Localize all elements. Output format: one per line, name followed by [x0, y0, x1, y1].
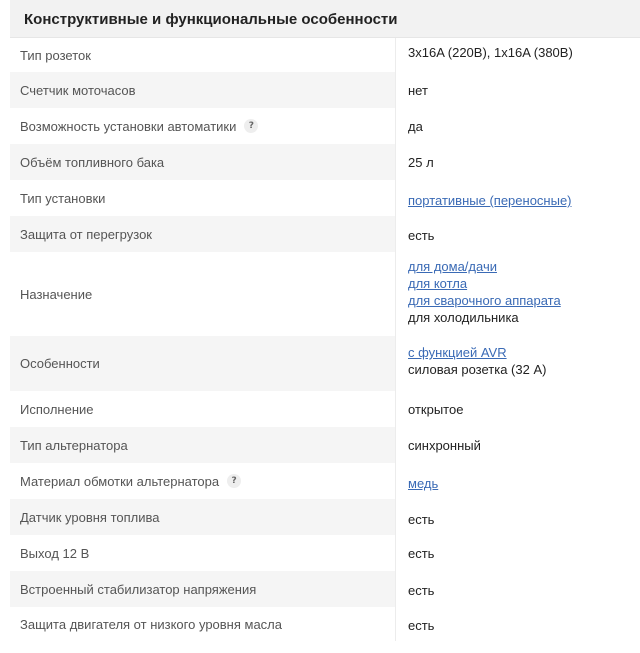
- spec-value-text: для холодильника: [408, 310, 519, 325]
- spec-value-text: да: [408, 119, 423, 134]
- spec-value-text: силовая розетка (32 А): [408, 362, 547, 377]
- spec-value-text: есть: [408, 228, 435, 243]
- spec-value: [395, 535, 640, 571]
- spec-value: [395, 427, 640, 463]
- spec-label: [10, 72, 395, 108]
- spec-label-text: Защита двигателя от низкого уровня масла: [20, 616, 282, 632]
- spec-row: [10, 607, 640, 641]
- spec-label-text: Назначение: [20, 286, 93, 302]
- spec-row: [10, 216, 640, 252]
- spec-value-link[interactable]: для сварочного аппарата: [408, 293, 561, 308]
- spec-value-text: есть: [408, 583, 435, 598]
- spec-row: [10, 38, 640, 72]
- spec-label: [10, 607, 395, 641]
- spec-row: [10, 535, 640, 571]
- spec-value-text: 25 л: [408, 155, 434, 170]
- spec-label: [10, 144, 395, 180]
- spec-label: [10, 463, 395, 499]
- spec-value: [395, 144, 640, 180]
- spec-value: [395, 72, 640, 108]
- spec-value: [395, 463, 640, 499]
- section-title: Конструктивные и функциональные особенности: [24, 11, 398, 28]
- spec-row: [10, 391, 640, 427]
- spec-label: [10, 216, 395, 252]
- section-header: [10, 0, 640, 38]
- spec-label: [10, 108, 395, 144]
- spec-value: [395, 252, 640, 336]
- spec-value: [395, 216, 640, 252]
- spec-value-link[interactable]: портативные (переносные): [408, 193, 572, 208]
- spec-value: [395, 607, 640, 641]
- spec-label-text: Тип розеток: [20, 47, 91, 63]
- help-icon[interactable]: ?: [244, 119, 258, 133]
- spec-label: [10, 180, 395, 216]
- specs-table: [10, 38, 640, 641]
- spec-row: [10, 463, 640, 499]
- spec-value-link[interactable]: медь: [408, 476, 439, 491]
- spec-row: [10, 108, 640, 144]
- spec-value: [395, 499, 640, 535]
- spec-label-text: Датчик уровня топлива: [20, 509, 160, 525]
- spec-row: [10, 427, 640, 463]
- spec-value: [395, 180, 640, 216]
- spec-label: [10, 252, 395, 336]
- spec-label: [10, 571, 395, 607]
- spec-label-text: Выход 12 В: [20, 545, 90, 561]
- spec-value: [395, 38, 640, 72]
- spec-value-text: открытое: [408, 402, 464, 417]
- spec-value-text: 3x16A (220B), 1x16A (380B): [408, 45, 573, 60]
- spec-value: [395, 391, 640, 427]
- spec-row: [10, 144, 640, 180]
- spec-row: [10, 499, 640, 535]
- spec-value-text: есть: [408, 546, 435, 561]
- spec-label: [10, 535, 395, 571]
- spec-label-text: Возможность установки автоматики: [20, 118, 237, 134]
- spec-label: [10, 499, 395, 535]
- spec-label-text: Защита от перегрузок: [20, 226, 152, 242]
- spec-value: [395, 108, 640, 144]
- spec-row: [10, 180, 640, 216]
- spec-label: [10, 336, 395, 391]
- spec-value-link[interactable]: с функцией AVR: [408, 345, 507, 360]
- spec-row: [10, 336, 640, 391]
- spec-value-text: нет: [408, 83, 428, 98]
- spec-value: [395, 336, 640, 391]
- spec-label-text: Тип установки: [20, 190, 106, 206]
- spec-value-text: есть: [408, 512, 435, 527]
- spec-label-text: Материал обмотки альтернатора: [20, 473, 220, 489]
- spec-value-link[interactable]: для дома/дачи: [408, 259, 497, 274]
- spec-row: [10, 72, 640, 108]
- spec-label-text: Счетчик моточасов: [20, 82, 136, 98]
- spec-label: [10, 38, 395, 72]
- spec-value-text: синхронный: [408, 438, 481, 453]
- spec-row: [10, 252, 640, 336]
- spec-label-text: Встроенный стабилизатор напряжения: [20, 581, 257, 597]
- spec-value-text: есть: [408, 618, 435, 633]
- spec-label-text: Тип альтернатора: [20, 437, 128, 453]
- spec-row: [10, 571, 640, 607]
- spec-label-text: Исполнение: [20, 401, 94, 417]
- spec-value: [395, 571, 640, 607]
- spec-label: [10, 391, 395, 427]
- spec-label-text: Особенности: [20, 356, 100, 371]
- help-icon[interactable]: ?: [227, 474, 241, 488]
- spec-label-text: Объём топливного бака: [20, 154, 165, 170]
- spec-label: [10, 427, 395, 463]
- spec-value-link[interactable]: для котла: [408, 276, 468, 291]
